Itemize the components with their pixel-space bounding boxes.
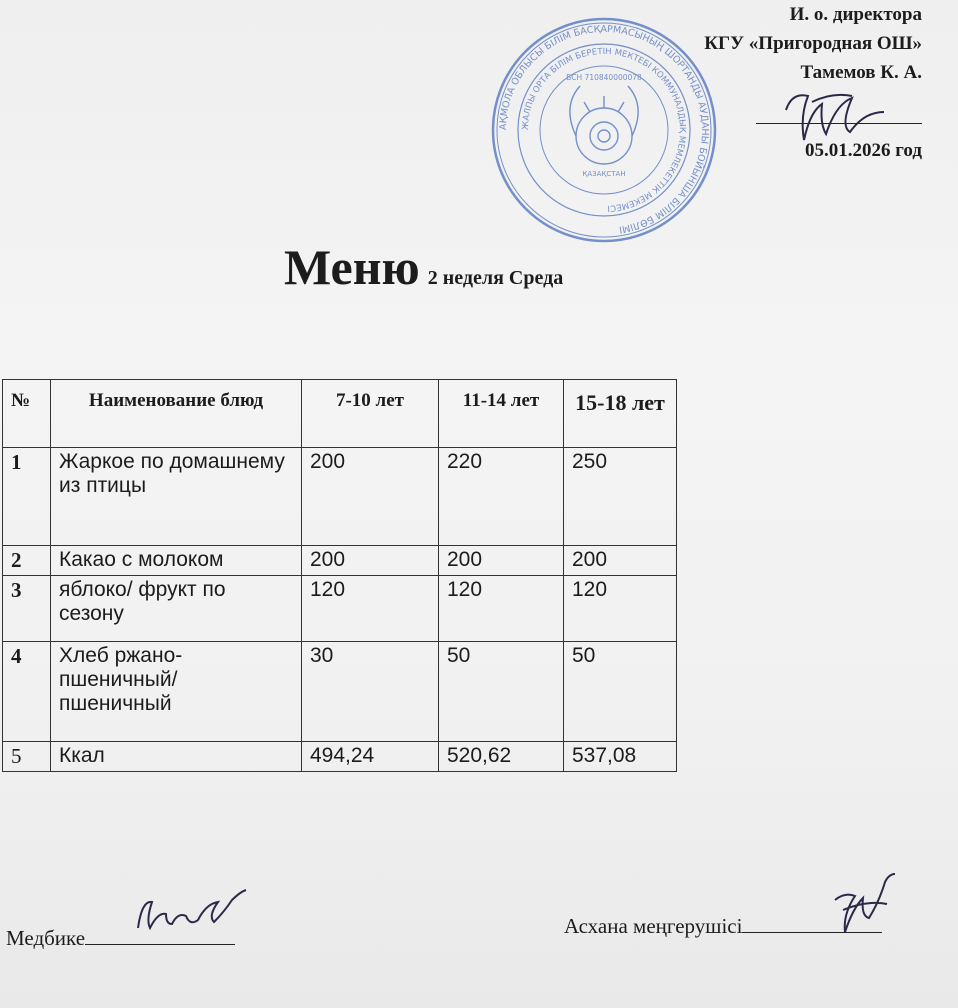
row-dish-name: Хлеб ржано- пшеничный/ пшеничный — [51, 642, 302, 742]
table-row — [3, 642, 677, 742]
table-row — [3, 576, 677, 642]
nurse-label: Медбике — [6, 926, 86, 950]
row-number: 3 — [3, 576, 51, 642]
header-age-11-14: 11-14 лет — [439, 380, 564, 448]
row-portion-15-18: 250 — [564, 448, 677, 546]
stamp-center-label: ҚАЗАҚСТАН — [582, 170, 626, 178]
row-dish-name: Какао с молоком — [51, 546, 302, 576]
row-portion-11-14: 200 — [439, 546, 564, 576]
table-row — [3, 448, 677, 546]
approval-role: И. о. директора — [789, 4, 922, 25]
nurse-signature-icon — [128, 888, 263, 943]
row-portion-7-10: 200 — [302, 546, 439, 576]
row-portion-15-18: 120 — [564, 576, 677, 642]
approval-date: 05.01.2026 год — [805, 140, 922, 161]
menu-title-main: Меню — [284, 239, 420, 295]
table-row — [3, 546, 677, 576]
table-header-row — [3, 380, 677, 448]
emblem-icon — [570, 86, 638, 164]
stamp-outer-text: АҚМОЛА ОБЛЫСЫ БІЛІМ БАСҚАРМАСЫНЫҢ ШОРТАНДЫ АУДАНЫ БОЙЫНША БІЛІМ БӨЛІМІ — [497, 23, 711, 235]
menu-table — [2, 379, 677, 772]
row-number: 1 — [3, 448, 51, 546]
official-stamp — [488, 14, 720, 246]
row-dish-name: яблоко/ фрукт по сезону — [51, 576, 302, 642]
row-portion-15-18: 200 — [564, 546, 677, 576]
row-kcal-7-10: 494,24 — [302, 742, 439, 772]
canteen-manager-signature-icon — [815, 870, 915, 950]
row-portion-15-18: 50 — [564, 642, 677, 742]
approval-name: Тамемов К. А. — [800, 62, 922, 83]
stamp-inner-text: ЖАЛПЫ ОРТА БІЛІМ БЕРЕТІН МЕКТЕБІ КОММУНАЛДЫҚ МЕМЛЕКЕТТІК МЕКЕМЕСІ — [520, 46, 688, 213]
row-number: 5 — [3, 742, 51, 772]
stamp-bin: БСН 710840000078 — [566, 73, 642, 82]
row-dish-name: Жаркое по домашнему из птицы — [51, 448, 302, 546]
header-number: № — [3, 380, 51, 448]
row-number: 4 — [3, 642, 51, 742]
row-kcal-15-18: 537,08 — [564, 742, 677, 772]
row-portion-11-14: 220 — [439, 448, 564, 546]
row-portion-7-10: 200 — [302, 448, 439, 546]
header-dish-name: Наименование блюд — [51, 380, 302, 448]
header-age-15-18: 15-18 лет — [564, 380, 677, 448]
table-total-row — [3, 742, 677, 772]
approval-organization: КГУ «Пригородная ОШ» — [704, 33, 922, 54]
director-signature-icon — [768, 70, 898, 160]
row-portion-7-10: 120 — [302, 576, 439, 642]
row-kcal-11-14: 520,62 — [439, 742, 564, 772]
menu-title — [284, 238, 563, 296]
header-age-7-10: 7-10 лет — [302, 380, 439, 448]
row-portion-7-10: 30 — [302, 642, 439, 742]
canteen-manager-label: Асхана меңгерушісі — [564, 914, 743, 938]
row-number: 2 — [3, 546, 51, 576]
row-portion-11-14: 50 — [439, 642, 564, 742]
row-portion-11-14: 120 — [439, 576, 564, 642]
row-kcal-label: Ккал — [51, 742, 302, 772]
menu-title-sub: 2 неделя Среда — [427, 267, 564, 289]
